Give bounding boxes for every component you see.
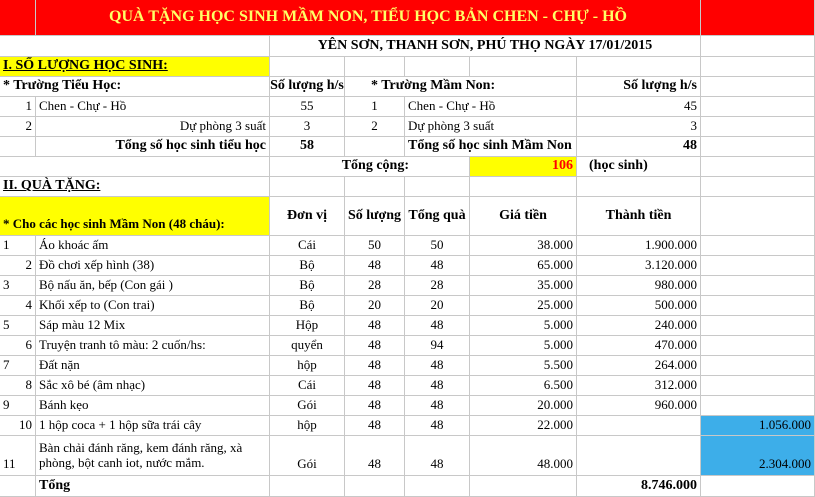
cell-h1[interactable] [701, 0, 815, 36]
cell-a-total[interactable] [0, 476, 36, 497]
section-1-heading[interactable]: I. SỐ LƯỢNG HỌC SINH: [0, 57, 270, 77]
section-2-heading[interactable]: II. QUÀ TẶNG: [0, 177, 270, 197]
gift-row-6-no[interactable]: 6 [0, 336, 36, 356]
gift-row-6-amount[interactable]: 470.000 [577, 336, 701, 356]
cell-a8[interactable] [0, 157, 270, 177]
gift-row-8-unit[interactable]: Cái [270, 376, 345, 396]
gift-row-2-extra[interactable] [701, 256, 815, 276]
gift-row-9-unit[interactable]: Gói [270, 396, 345, 416]
gift-row-11-amount[interactable] [577, 436, 701, 476]
kinder-row-2-no[interactable]: 2 [345, 117, 405, 137]
gift-row-9-price[interactable]: 20.000 [470, 396, 577, 416]
gift-row-5-price[interactable]: 5.000 [470, 316, 577, 336]
gift-row-2-qty[interactable]: 48 [345, 256, 405, 276]
gift-row-4-total[interactable]: 20 [405, 296, 470, 316]
gift-row-3-unit[interactable]: Bộ [270, 276, 345, 296]
gift-row-10-name[interactable]: 1 hộp coca + 1 hộp sữa trái cây [36, 416, 270, 436]
gift-row-2-unit[interactable]: Bộ [270, 256, 345, 276]
cell-d3[interactable] [345, 57, 405, 77]
gift-row-6-qty[interactable]: 48 [345, 336, 405, 356]
cell-h7[interactable] [701, 137, 815, 157]
gift-row-1-qty[interactable]: 50 [345, 236, 405, 256]
gift-row-9-amount[interactable]: 960.000 [577, 396, 701, 416]
gift-row-2-no[interactable]: 2 [0, 256, 36, 276]
gift-row-5-no[interactable]: 5 [0, 316, 36, 336]
gift-total-amount[interactable]: 8.746.000 [577, 476, 701, 497]
gift-row-1-amount[interactable]: 1.900.000 [577, 236, 701, 256]
cell-f-total[interactable] [470, 476, 577, 497]
gift-row-10-price[interactable]: 22.000 [470, 416, 577, 436]
gift-row-5-total[interactable]: 48 [405, 316, 470, 336]
cell-e3[interactable] [405, 57, 470, 77]
gift-row-1-extra[interactable] [701, 236, 815, 256]
col-unit-header[interactable]: Đơn vị [270, 197, 345, 236]
primary-total[interactable]: 58 [270, 137, 345, 157]
cell-h9[interactable] [701, 177, 815, 197]
gift-row-9-name[interactable]: Bánh kẹo [36, 396, 270, 416]
primary-row-2-no[interactable]: 2 [0, 117, 36, 137]
cell-d7[interactable] [345, 137, 405, 157]
cell-a2[interactable] [0, 36, 270, 57]
cell-c3[interactable] [270, 57, 345, 77]
gift-row-7-no[interactable]: 7 [0, 356, 36, 376]
gift-row-10-unit[interactable]: hộp [270, 416, 345, 436]
gift-row-7-amount[interactable]: 264.000 [577, 356, 701, 376]
primary-row-1-no[interactable]: 1 [0, 97, 36, 117]
gift-row-4-amount[interactable]: 500.000 [577, 296, 701, 316]
cell-f9[interactable] [470, 177, 577, 197]
gift-row-1-no[interactable]: 1 [0, 236, 36, 256]
gift-row-10-amount[interactable] [577, 416, 701, 436]
gift-row-9-qty[interactable]: 48 [345, 396, 405, 416]
gift-row-10-no[interactable]: 10 [0, 416, 36, 436]
gift-row-5-extra[interactable] [701, 316, 815, 336]
col-total-header[interactable]: Tổng quà [405, 197, 470, 236]
grand-total-unit[interactable]: (học sinh) [577, 157, 701, 177]
gift-row-11-total[interactable]: 48 [405, 436, 470, 476]
gift-row-3-no[interactable]: 3 [0, 276, 36, 296]
primary-row-2-name[interactable]: Dự phòng 3 suất [36, 117, 270, 137]
gift-row-5-qty[interactable]: 48 [345, 316, 405, 336]
cell-e9[interactable] [405, 177, 470, 197]
kinder-row-2-name[interactable]: Dự phòng 3 suất [405, 117, 577, 137]
gift-row-10-extra[interactable]: 1.056.000 [701, 416, 815, 436]
gift-row-3-name[interactable]: Bộ nấu ăn, bếp (Con gái ) [36, 276, 270, 296]
gift-row-5-name[interactable]: Sáp màu 12 Mix [36, 316, 270, 336]
gift-row-7-total[interactable]: 48 [405, 356, 470, 376]
gift-row-8-total[interactable]: 48 [405, 376, 470, 396]
grand-total-value[interactable]: 106 [470, 157, 577, 177]
gift-row-8-extra[interactable] [701, 376, 815, 396]
primary-row-2-qty[interactable]: 3 [270, 117, 345, 137]
gift-row-7-extra[interactable] [701, 356, 815, 376]
gift-row-4-unit[interactable]: Bộ [270, 296, 345, 316]
gift-row-2-amount[interactable]: 3.120.000 [577, 256, 701, 276]
cell-h6[interactable] [701, 117, 815, 137]
gift-row-8-price[interactable]: 6.500 [470, 376, 577, 396]
gift-row-8-name[interactable]: Sắc xô bé (âm nhạc) [36, 376, 270, 396]
gift-group-label[interactable]: * Cho các học sinh Mầm Non (48 cháu): [0, 197, 270, 236]
kinder-total-label[interactable]: Tổng số học sinh Mầm Non [405, 137, 577, 157]
primary-qty-header[interactable]: Số lượng h/s [270, 77, 345, 97]
col-price-header[interactable]: Giá tiền [470, 197, 577, 236]
gift-row-7-price[interactable]: 5.500 [470, 356, 577, 376]
gift-row-2-total[interactable]: 48 [405, 256, 470, 276]
cell-h4[interactable] [701, 77, 815, 97]
kinder-row-1-name[interactable]: Chen - Chự - Hồ [405, 97, 577, 117]
gift-row-3-total[interactable]: 28 [405, 276, 470, 296]
gift-row-5-amount[interactable]: 240.000 [577, 316, 701, 336]
sheet-title[interactable]: QUÀ TẶNG HỌC SINH MẦM NON, TIỂU HỌC BẢN CHEN - CHỰ - HỒ [36, 0, 701, 36]
gift-row-4-no[interactable]: 4 [0, 296, 36, 316]
cell-a1[interactable] [0, 0, 36, 36]
primary-total-label[interactable]: Tổng số học sinh tiểu học [36, 137, 270, 157]
gift-row-6-total[interactable]: 94 [405, 336, 470, 356]
gift-row-10-qty[interactable]: 48 [345, 416, 405, 436]
gift-row-1-unit[interactable]: Cái [270, 236, 345, 256]
gift-row-1-price[interactable]: 38.000 [470, 236, 577, 256]
kinder-total[interactable]: 48 [577, 137, 701, 157]
grand-total-label[interactable]: Tổng cộng: [270, 157, 470, 177]
primary-row-1-qty[interactable]: 55 [270, 97, 345, 117]
gift-row-4-qty[interactable]: 20 [345, 296, 405, 316]
gift-row-6-unit[interactable]: quyển [270, 336, 345, 356]
gift-row-11-unit[interactable]: Gói [270, 436, 345, 476]
gift-row-5-unit[interactable]: Hộp [270, 316, 345, 336]
gift-row-9-no[interactable]: 9 [0, 396, 36, 416]
gift-row-3-amount[interactable]: 980.000 [577, 276, 701, 296]
sheet-subtitle[interactable]: YÊN SƠN, THANH SƠN, PHÚ THỌ NGÀY 17/01/2015 [270, 36, 701, 57]
gift-row-7-qty[interactable]: 48 [345, 356, 405, 376]
gift-row-11-price[interactable]: 48.000 [470, 436, 577, 476]
kinder-row-1-no[interactable]: 1 [345, 97, 405, 117]
cell-e-total[interactable] [405, 476, 470, 497]
gift-row-3-extra[interactable] [701, 276, 815, 296]
kinder-row-1-qty[interactable]: 45 [577, 97, 701, 117]
kinder-qty-header[interactable]: Số lượng h/s [577, 77, 701, 97]
gift-row-1-total[interactable]: 50 [405, 236, 470, 256]
gift-row-11-extra[interactable]: 2.304.000 [701, 436, 815, 476]
cell-h-total[interactable] [701, 476, 815, 497]
gift-row-2-price[interactable]: 65.000 [470, 256, 577, 276]
gift-row-3-qty[interactable]: 28 [345, 276, 405, 296]
gift-row-8-no[interactable]: 8 [0, 376, 36, 396]
cell-c9[interactable] [270, 177, 345, 197]
cell-a7[interactable] [0, 137, 36, 157]
gift-row-4-price[interactable]: 25.000 [470, 296, 577, 316]
gift-row-11-name[interactable]: Bàn chải đánh răng, kem đánh răng, xà phòng, bột canh iot, nước mắm. [36, 436, 270, 476]
gift-row-4-extra[interactable] [701, 296, 815, 316]
cell-c-total[interactable] [270, 476, 345, 497]
cell-g9[interactable] [577, 177, 701, 197]
gift-row-9-total[interactable]: 48 [405, 396, 470, 416]
cell-f3[interactable] [470, 57, 577, 77]
cell-h8[interactable] [701, 157, 815, 177]
primary-school-label[interactable]: * Trường Tiểu Học: [0, 77, 270, 97]
cell-h10[interactable] [701, 197, 815, 236]
gift-row-10-total[interactable]: 48 [405, 416, 470, 436]
cell-h5[interactable] [701, 97, 815, 117]
col-qty-header[interactable]: Số lượng [345, 197, 405, 236]
gift-row-3-price[interactable]: 35.000 [470, 276, 577, 296]
gift-total-label[interactable]: Tổng [36, 476, 270, 497]
primary-row-1-name[interactable]: Chen - Chự - Hồ [36, 97, 270, 117]
gift-row-9-extra[interactable] [701, 396, 815, 416]
gift-row-2-name[interactable]: Đồ chơi xếp hình (38) [36, 256, 270, 276]
gift-row-1-name[interactable]: Áo khoác ấm [36, 236, 270, 256]
cell-h2[interactable] [701, 36, 815, 57]
gift-row-11-no[interactable]: 11 [0, 436, 36, 476]
gift-row-4-name[interactable]: Khối xếp to (Con trai) [36, 296, 270, 316]
cell-d9[interactable] [345, 177, 405, 197]
gift-row-8-amount[interactable]: 312.000 [577, 376, 701, 396]
cell-d-total[interactable] [345, 476, 405, 497]
gift-row-7-unit[interactable]: hộp [270, 356, 345, 376]
gift-row-6-name[interactable]: Truyện tranh tô màu: 2 cuốn/hs: [36, 336, 270, 356]
col-amount-header[interactable]: Thành tiền [577, 197, 701, 236]
kinder-row-2-qty[interactable]: 3 [577, 117, 701, 137]
cell-h3[interactable] [701, 57, 815, 77]
gift-row-8-qty[interactable]: 48 [345, 376, 405, 396]
gift-row-7-name[interactable]: Đất nặn [36, 356, 270, 376]
cell-g3[interactable] [577, 57, 701, 77]
kinder-school-label[interactable]: * Trường Mầm Non: [345, 77, 577, 97]
gift-row-6-extra[interactable] [701, 336, 815, 356]
gift-row-6-price[interactable]: 5.000 [470, 336, 577, 356]
gift-row-11-qty[interactable]: 48 [345, 436, 405, 476]
